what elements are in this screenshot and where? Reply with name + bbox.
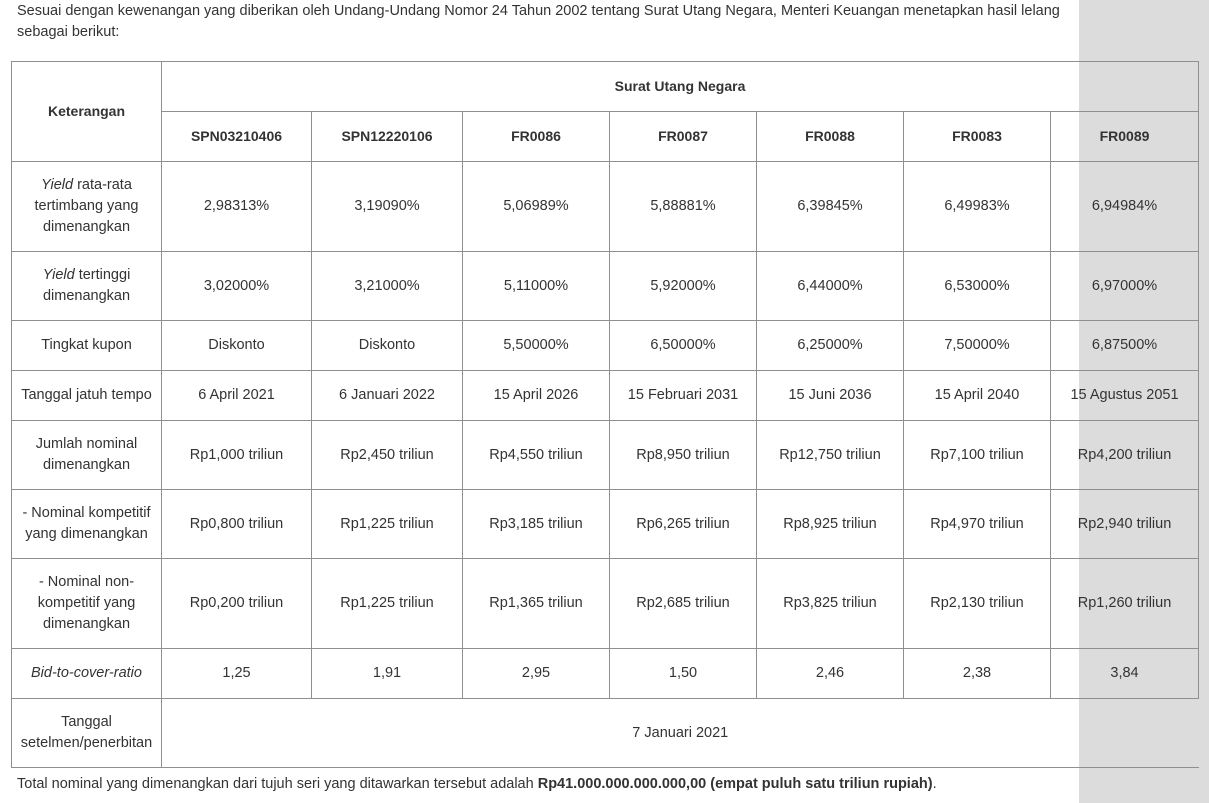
header-surat-utang-negara: Surat Utang Negara: [162, 62, 1199, 112]
table-row: [12, 490, 1199, 559]
table-cell: Rp0,200 triliun: [162, 559, 312, 649]
row-label: Tingkat kupon: [12, 321, 162, 371]
table-cell: 6,25000%: [757, 321, 904, 371]
table-cell: 6,94984%: [1051, 162, 1199, 252]
table-cell: Rp7,100 triliun: [904, 421, 1051, 490]
table-cell: Rp1,260 triliun: [1051, 559, 1199, 649]
row-label: - Nominal kompetitif yang dimenangkan: [12, 490, 162, 559]
closing-paragraph: Total nominal yang dimenangkan dari tujuh seri yang ditawarkan tersebut adalah Rp41.000.000.000.000,00 (empat puluh satu triliun rupiah).: [17, 776, 937, 792]
table-cell: Rp1,000 triliun: [162, 421, 312, 490]
settlement-row: [12, 699, 1199, 768]
table-cell: Diskonto: [162, 321, 312, 371]
series-header: SPN12220106: [312, 112, 463, 162]
table-cell: 5,88881%: [610, 162, 757, 252]
table-cell: 1,50: [610, 649, 757, 699]
table-cell: Rp4,200 triliun: [1051, 421, 1199, 490]
table-cell: 15 Agustus 2051: [1051, 371, 1199, 421]
table-cell: 15 Februari 2031: [610, 371, 757, 421]
table-cell: 6,97000%: [1051, 252, 1199, 321]
table-cell: Rp0,800 triliun: [162, 490, 312, 559]
table-cell: Rp4,550 triliun: [463, 421, 610, 490]
table-row: [12, 649, 1199, 699]
table-cell: Rp1,225 triliun: [312, 559, 463, 649]
settlement-label: Tanggal setelmen/penerbitan: [12, 699, 162, 768]
row-label: Tanggal jatuh tempo: [12, 371, 162, 421]
table-cell: Rp3,825 triliun: [757, 559, 904, 649]
intro-paragraph: Sesuai dengan kewenangan yang diberikan oleh Undang-Undang Nomor 24 Tahun 2002 tentang Surat Utang Negara, Menteri Keuangan menetapkan hasil lelang sebagai berikut:: [17, 3, 1060, 40]
series-header: FR0088: [757, 112, 904, 162]
row-label: Yield tertinggi dimenangkan: [12, 252, 162, 321]
table-cell: Rp2,685 triliun: [610, 559, 757, 649]
table-cell: Rp12,750 triliun: [757, 421, 904, 490]
table-cell: Rp4,970 triliun: [904, 490, 1051, 559]
table-cell: 2,98313%: [162, 162, 312, 252]
table-cell: 3,21000%: [312, 252, 463, 321]
table-cell: 3,19090%: [312, 162, 463, 252]
table-cell: Rp8,950 triliun: [610, 421, 757, 490]
total-amount: Rp41.000.000.000.000,00 (empat puluh satu triliun rupiah): [537, 776, 933, 792]
series-header-row: [12, 112, 1199, 162]
series-header: FR0083: [904, 112, 1051, 162]
table-row: [12, 252, 1199, 321]
table-cell: 15 April 2026: [463, 371, 610, 421]
table-row: [12, 421, 1199, 490]
header-keterangan: Keterangan: [12, 62, 162, 162]
table-cell: 3,84: [1051, 649, 1199, 699]
table-cell: 1,25: [162, 649, 312, 699]
table-cell: 15 April 2040: [904, 371, 1051, 421]
table-cell: Rp6,265 triliun: [610, 490, 757, 559]
table-row: [12, 559, 1199, 649]
table-cell: Rp2,450 triliun: [312, 421, 463, 490]
table-cell: 5,50000%: [463, 321, 610, 371]
table-cell: 7,50000%: [904, 321, 1051, 371]
table-cell: 3,02000%: [162, 252, 312, 321]
table-cell: 6 Januari 2022: [312, 371, 463, 421]
table-row: [12, 162, 1199, 252]
table-cell: 6 April 2021: [162, 371, 312, 421]
settlement-value: 7 Januari 2021: [162, 699, 1199, 768]
table-cell: 6,39845%: [757, 162, 904, 252]
row-label: Jumlah nominal dimenangkan: [12, 421, 162, 490]
series-header: FR0089: [1051, 112, 1199, 162]
row-label: Bid-to-cover-ratio: [12, 649, 162, 699]
row-label: - Nominal non-kompetitif yang dimenangkan: [12, 559, 162, 649]
table-cell: Rp1,365 triliun: [463, 559, 610, 649]
table-cell: Rp8,925 triliun: [757, 490, 904, 559]
table-cell: 6,53000%: [904, 252, 1051, 321]
table-cell: 6,49983%: [904, 162, 1051, 252]
table-row: [12, 371, 1199, 421]
table-cell: Rp3,185 triliun: [463, 490, 610, 559]
table-cell: 5,06989%: [463, 162, 610, 252]
auction-results-table: [11, 61, 1199, 768]
table-row: [12, 321, 1199, 371]
table-cell: 2,95: [463, 649, 610, 699]
series-header: SPN03210406: [162, 112, 312, 162]
table-cell: 2,38: [904, 649, 1051, 699]
table-cell: 6,50000%: [610, 321, 757, 371]
table-cell: 6,87500%: [1051, 321, 1199, 371]
table-cell: 1,91: [312, 649, 463, 699]
table-cell: 2,46: [757, 649, 904, 699]
table-cell: 5,92000%: [610, 252, 757, 321]
table-cell: 5,11000%: [463, 252, 610, 321]
series-header: FR0086: [463, 112, 610, 162]
table-cell: Rp2,130 triliun: [904, 559, 1051, 649]
row-label: Yield rata-rata tertimbang yang dimenangkan: [12, 162, 162, 252]
table-cell: 6,44000%: [757, 252, 904, 321]
series-header: FR0087: [610, 112, 757, 162]
table-cell: 15 Juni 2036: [757, 371, 904, 421]
table-cell: Rp2,940 triliun: [1051, 490, 1199, 559]
table-cell: Diskonto: [312, 321, 463, 371]
table-cell: Rp1,225 triliun: [312, 490, 463, 559]
